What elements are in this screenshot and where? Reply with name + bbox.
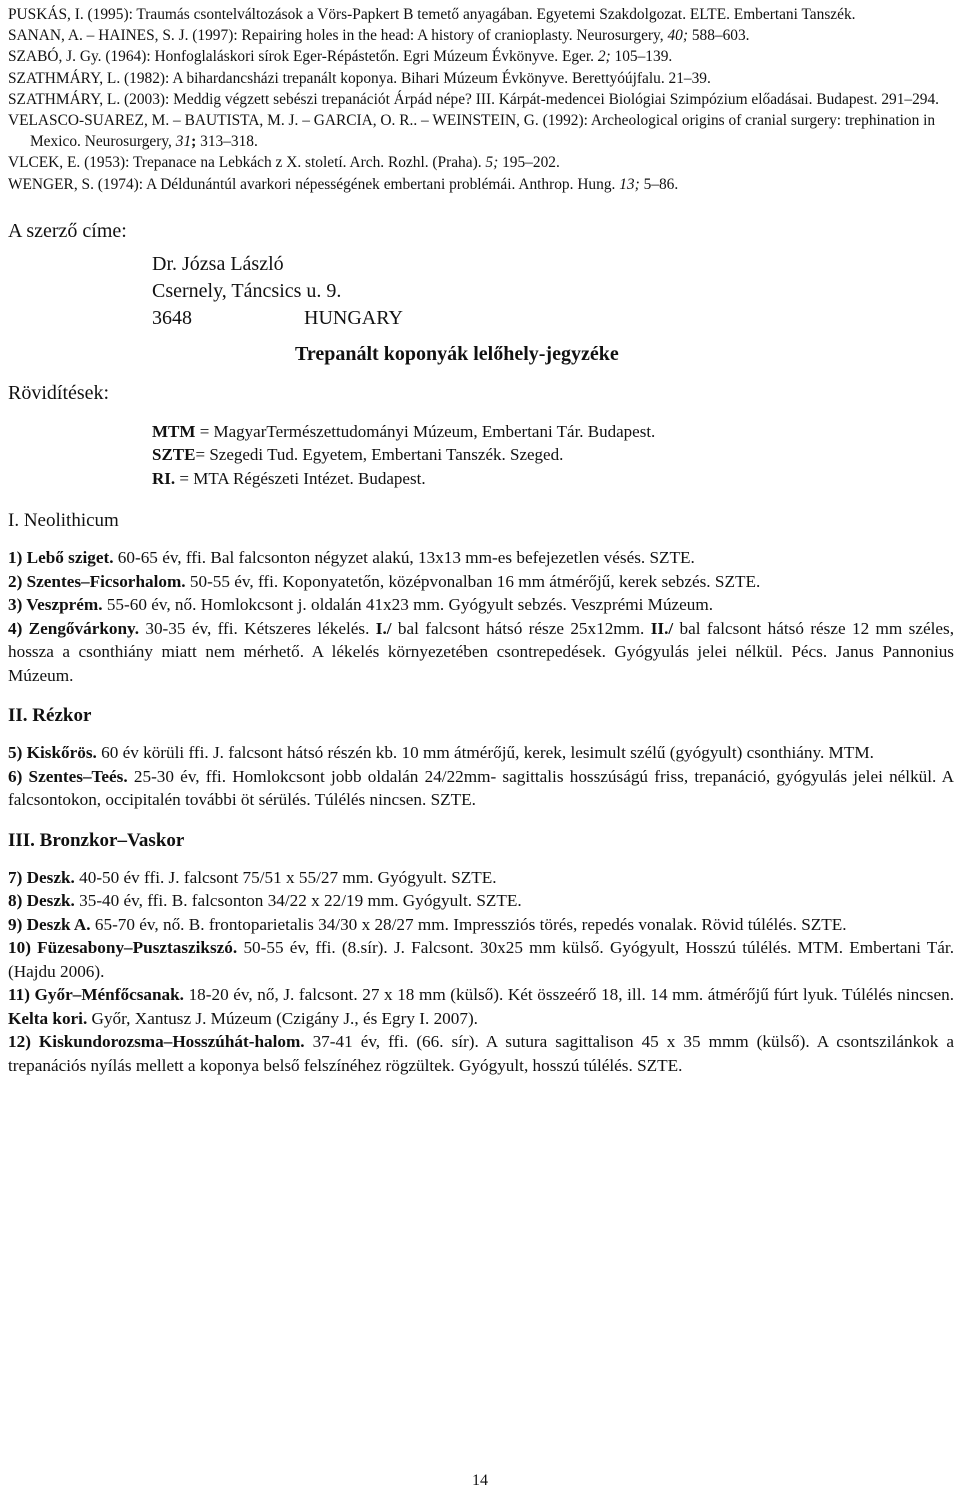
site-entry: 11) Győr–Ménfőcsanak. 18-20 év, nő, J. falcsont. 27 x 18 mm (külső). Két összeérő 18, ill. 14 mm. átmérőjű fúrt lyuk. Túlélés nincsen. Kelta kori. Győr, Xantusz J. Múzeum (Czigány J., és Egry I. 2007). [8,985,954,1028]
site-entry: 2) Szentes–Ficsorhalom. 50-55 év, ffi. Koponyatetőn, középvonalban 16 mm átmérőjű, kerek sebzés. SZTE. [8,571,761,591]
site-entry: 6) Szentes–Teés. 25-30 év, ffi. Homlokcsont jobb oldalán 24/22mm- sagittalis hosszúságú friss, trepanáció, gyógyulás jelei nélkül. A falcsontokon, occipitalén további öt sérülés. Túlélés nincsen. SZTE. [8,766,954,810]
site-entry: 1) Lebő sziget. 60-65 év, ffi. Bal falcsonton négyzet alakú, 13x13 mm-es befejezetlen vésés. SZTE. [8,548,695,568]
author-city-line [152,305,954,332]
site-entry: 4) Zengővárkony. 30-35 év, ffi. Kétszeres lékelés. I./ bal falcsont hátsó része 25x12mm. II./ bal falcsont hátsó része 12 mm széles, hossza a csonthiány miatt nem mérhető. A lékelés környezetében csontrepedések. Gyógyulás jelei nélkül. Pécs. Janus Pannonius Múzeum. [8,618,954,685]
site-entry: 3) Veszprém. 55-60 év, nő. Homlokcsont j. oldalán 41x23 mm. Gyógyult sebzés. Veszprémi Múzeum. [8,595,714,615]
section-entries [8,866,954,1078]
author-country: HUNGARY [304,306,403,329]
author-street: Csernely, Táncsics u. 9. [152,279,342,302]
abbreviations-label: Rövidítések: [8,381,110,404]
abbreviation-item: SZTE= Szegedi Tud. Egyetem, Embertani Tanszék. Szeged. [152,445,564,465]
abbreviation-item: RI. = MTA Régészeti Intézet. Budapest. [152,468,426,488]
site-entry: 9) Deszk A. 65-70 év, nő. B. frontoparietalis 34/30 x 28/27 mm. Impressziós törés, repedés vonalak. Rövid túlélés. SZTE. [8,914,847,934]
section-entries [8,546,954,687]
author-name: Dr. Józsa László [152,252,284,275]
reference-entry: WENGER, S. (1974): A Déldunántúl avarkori népességének embertani problémái. Anthrop. Hung. 13; 5–86. [8,175,679,193]
document-page [8,4,954,1077]
reference-entry: PUSKÁS, I. (1995): Traumás csontelváltozások a Vörs-Papkert B temető anyagában. Egyetemi Szakdolgozat. ELTE. Embertani Tanszék. [8,6,856,23]
abbreviation-item: MTM = MagyarTermészettudományi Múzeum, Embertani Tár. Budapest. [152,421,656,441]
address-label: A szerző címe: [8,219,127,242]
site-entry: 5) Kiskőrös. 60 év körüli ffi. J. falcsont hátsó részén kb. 10 mm átmérőjű, kerek, lesimult szélű (gyógyult) csonthiány. MTM. [8,743,874,763]
section-heading: II. Rézkor [8,705,92,727]
reference-entry: VELASCO-SUAREZ, M. – BAUTISTA, M. J. – GARCIA, O. R.. – WEINSTEIN, G. (1992): Archeological origins of cranial surgery: trephination in Mexico. Neurosurgery, 31; 313–318. [8,112,936,151]
reference-entry: SZATHMÁRY, L. (2003): Meddig végzett sebészi trepanációt Árpád népe? III. Kárpát-medencei Biológiai Szimpózium előadásai. Budapest. 291–294. [8,90,940,108]
bibliography [8,4,954,195]
section-heading: III. Bronzkor–Vaskor [8,829,185,851]
reference-entry: VLCEK, E. (1953): Trepanace na Lebkách z X. století. Arch. Rozhl. (Praha). 5; 195–202. [8,154,560,172]
section-heading: I. Neolithicum [8,510,119,532]
page-number: 14 [472,1472,488,1489]
site-entry: 10) Füzesabony–Pusztaszikszó. 50-55 év, ffi. (8.sír). J. Falcsont. 30x25 mm külső. Gyógyult, Hosszú túlélés. MTM. Embertani Tár. (Hajdu 2006). [8,938,954,981]
abbreviations-list [152,420,954,491]
document-title: Trepanált koponyák lelőhely-jegyzéke [295,342,619,365]
site-entry: 8) Deszk. 35-40 év, ffi. B. falcsonton 34/22 x 22/19 mm. Gyógyult. SZTE. [8,891,522,911]
author-address [152,251,954,332]
site-entry: 12) Kiskundorozsma–Hosszúhát-halom. 37-41 év, ffi. (66. sír). A sutura sagittalison 45 x 35 mmm (külső). A csontszilánkok a trepanációs nyílás mellett a koponya belső felszínéhez rögzültek. Gyógyult, hosszú túlélés. SZTE. [8,1032,954,1075]
section-entries [8,741,954,812]
reference-entry: SANAN, A. – HAINES, S. J. (1997): Repairing holes in the head: A history of cranioplasty. Neurosurgery, 40; 588–603. [8,27,750,45]
reference-entry: SZABÓ, J. Gy. (1964): Honfoglaláskori sírok Eger-Répástetőn. Egri Múzeum Évkönyve. Eger. 2; 105–139. [8,48,673,66]
site-list [8,510,954,1077]
author-zip: 3648 [152,306,192,329]
site-entry: 7) Deszk. 40-50 év ffi. J. falcsont 75/51 x 55/27 mm. Gyógyult. SZTE. [8,867,497,887]
reference-entry: SZATHMÁRY, L. (1982): A bihardancsházi trepanált koponya. Bihari Múzeum Évkönyve. Berettyóújfalu. 21–39. [8,69,711,87]
